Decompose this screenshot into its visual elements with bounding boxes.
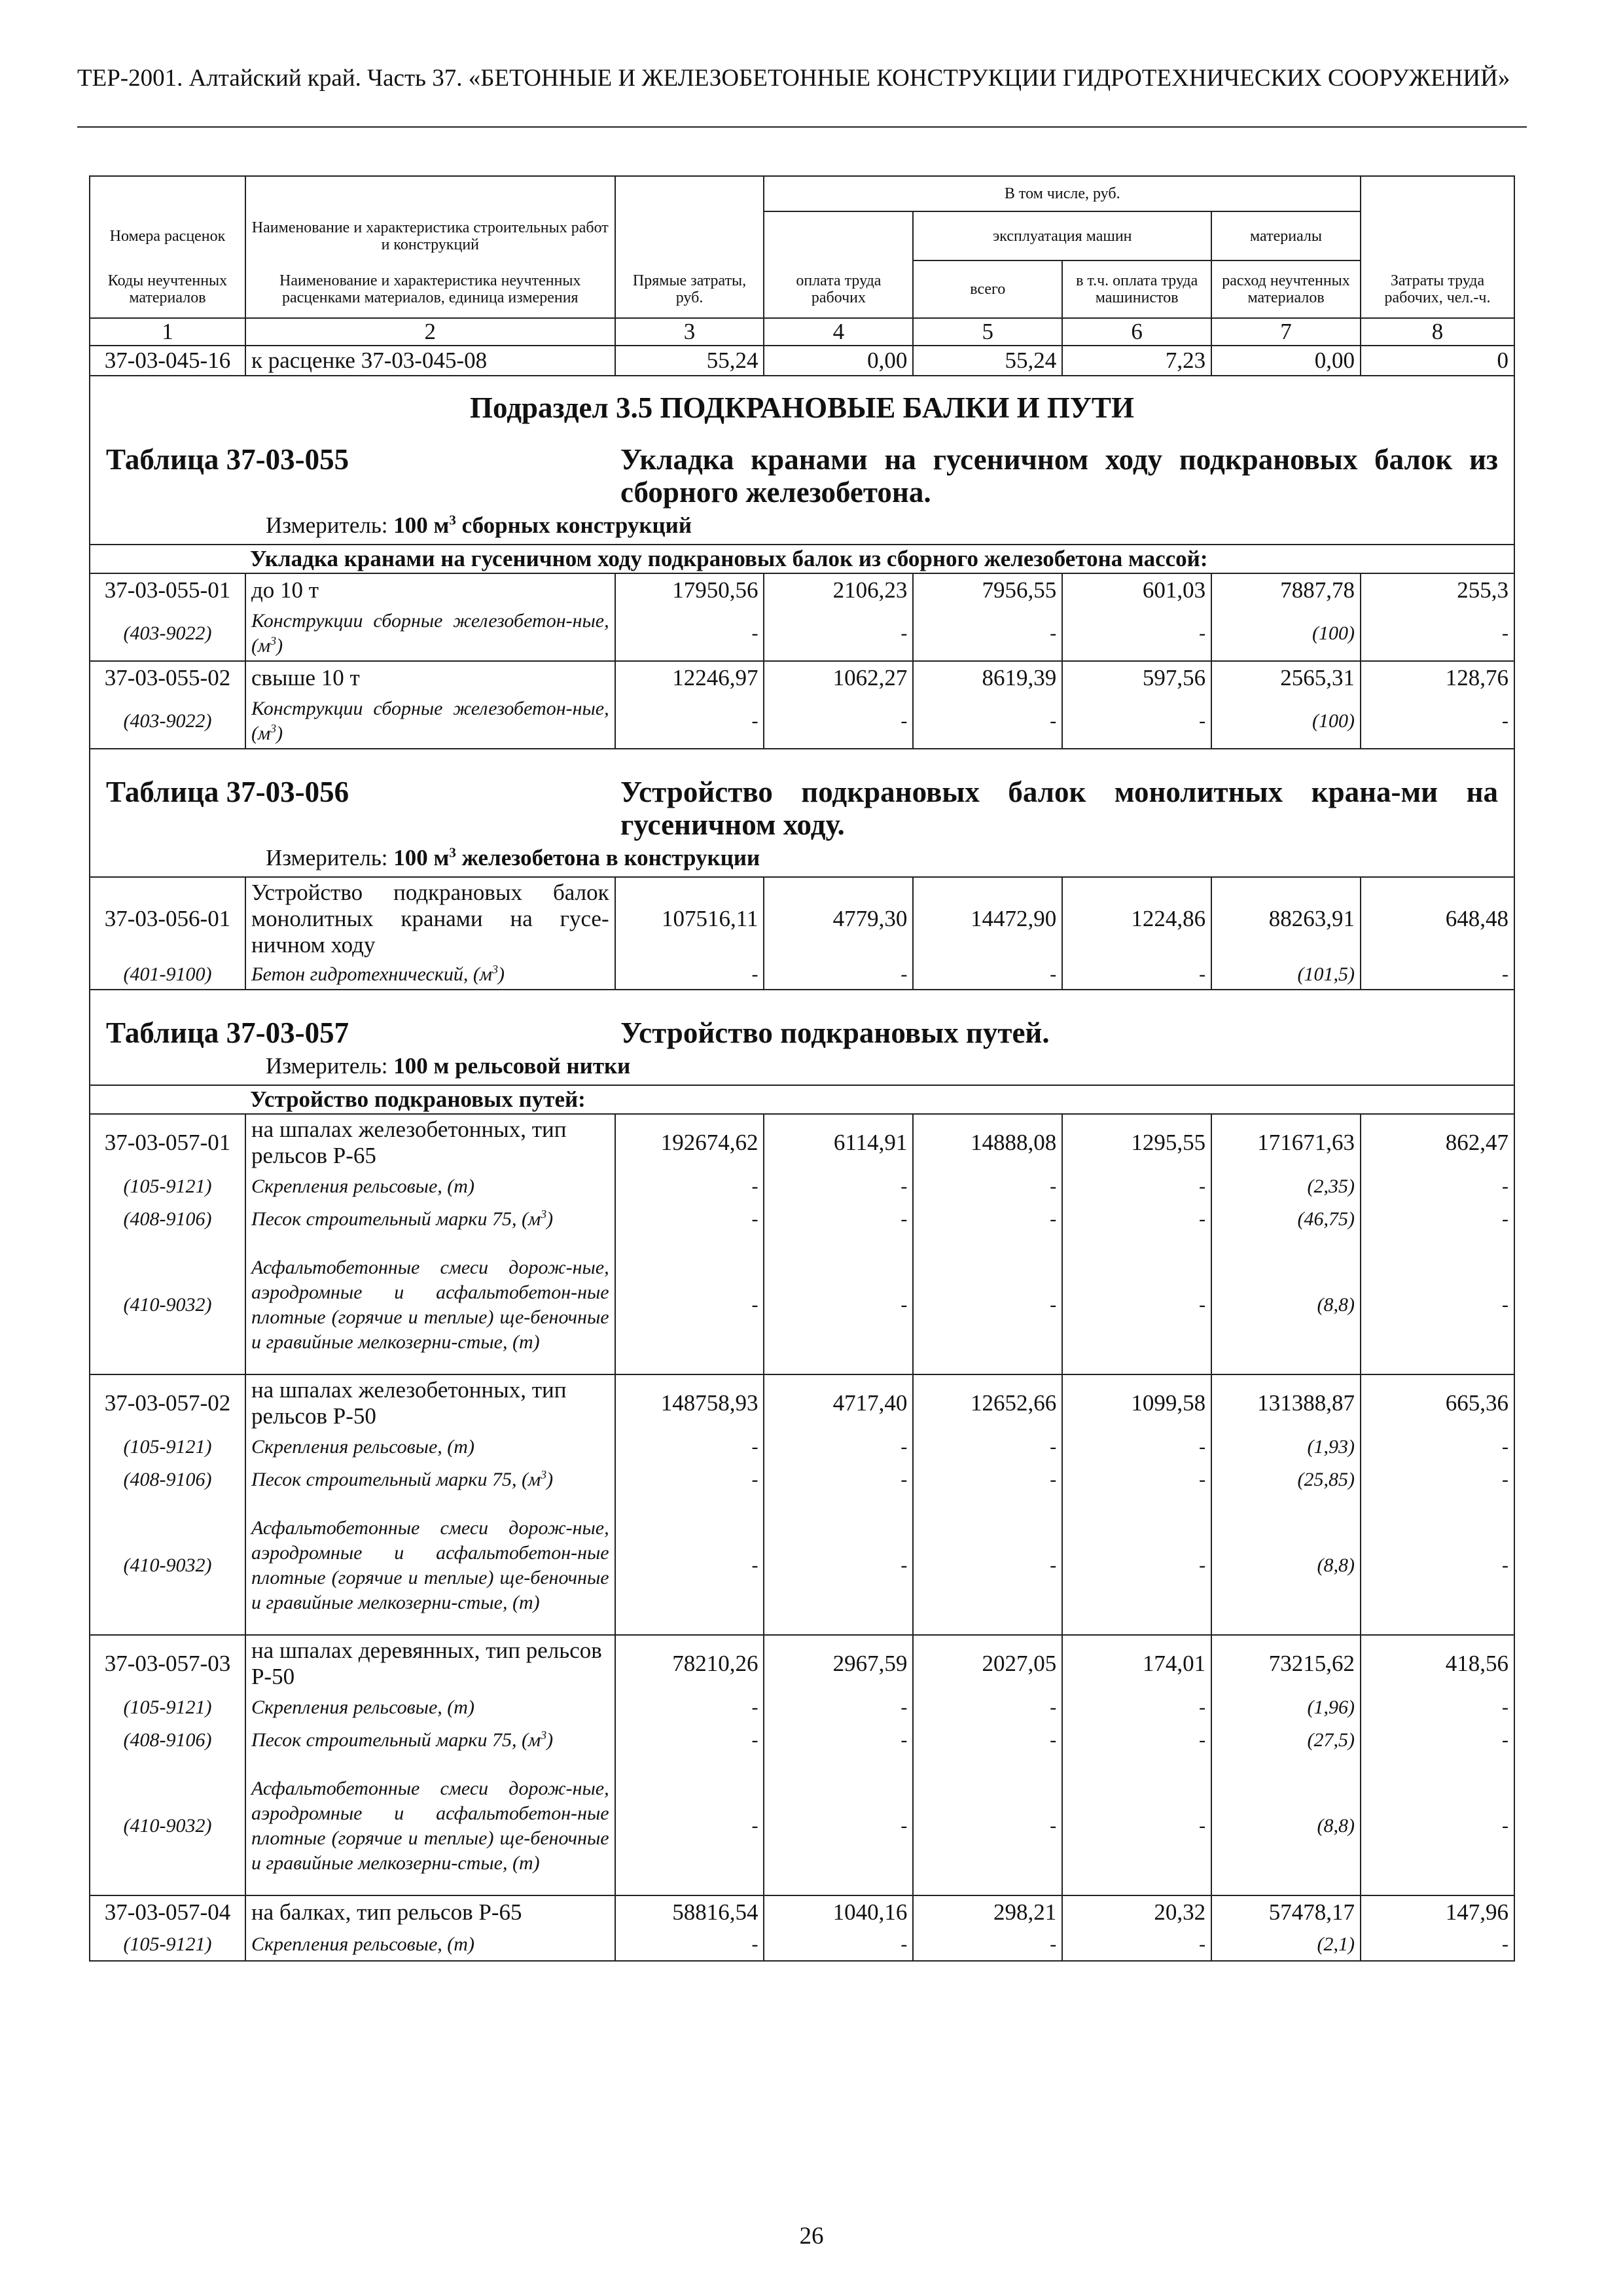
rate-code: 37-03-055-01 [90,573,245,606]
worker-pay-value: 4779,30 [764,877,913,960]
machines-total-value: 7956,55 [913,573,1062,606]
resource-value: - [1062,694,1211,749]
rate-code: 37-03-057-04 [90,1895,245,1928]
rates-table [89,175,1515,1962]
materials-value: 171671,63 [1211,1114,1361,1170]
rate-name: свыше 10 т [245,661,615,694]
labor-costs-value: 0 [1361,346,1514,376]
resource-value: - [913,1236,1062,1374]
resource-value: - [913,960,1062,990]
table-label: Таблица 37-03-057 [106,1016,349,1049]
resource-value: - [1361,1928,1514,1961]
machines-total-value: 14888,08 [913,1114,1062,1170]
table-title: Укладка кранами на гусеничном ходу подкрановых балок из сборного железобетона. [620,443,1498,509]
resource-code: (408-9106) [90,1463,245,1496]
materials-value: 57478,17 [1211,1895,1361,1928]
resource-value: - [1361,1496,1514,1635]
worker-pay-value: 4717,40 [764,1374,913,1431]
rate-code: 37-03-045-16 [90,346,245,376]
header-rate-numbers: Номера расценок [90,211,245,260]
resource-value: - [615,694,764,749]
resource-code: (401-9100) [90,960,245,990]
resource-value: - [764,606,913,661]
resource-value: - [764,1431,913,1463]
labor-costs-value: 128,76 [1361,661,1514,694]
machinist-pay-value: 1224,86 [1062,877,1211,960]
group-title: Укладка кранами на гусеничном ходу подкрановых балок из сборного железобетона массой: [90,545,1514,573]
direct-costs-value: 12246,97 [615,661,764,694]
resource-name: Песок строительный марки 75, $(м^3)$ [245,1463,615,1496]
resource-name: Асфальтобетонные смеси дорож-ные, аэродромные и асфальтобетон-ные плотные (горячие и теплые) ще-беночные и гравийные мелкозерни-стые, (т) [245,1757,615,1895]
resource-value: (27,5) [1211,1724,1361,1757]
resource-name: Конструкции сборные железобетон-ные, $(м^3)$ [245,694,615,749]
resource-value: (46,75) [1211,1203,1361,1236]
labor-costs-value: 862,47 [1361,1114,1514,1170]
table-label: Таблица 37-03-055 [106,443,349,476]
resource-value: - [764,960,913,990]
table-measure: Измеритель: 100 $м^3$ железобетона в конструкции [266,844,760,870]
table-measure: Измеритель: 100 $м^3$ сборных конструкций [266,512,692,538]
labor-costs-value: 418,56 [1361,1635,1514,1691]
resource-value: - [1062,1203,1211,1236]
rate-name: на шпалах железобетонных, тип рельсов Р-65 [245,1114,615,1170]
header-rule [77,126,1527,128]
direct-costs-value: 17950,56 [615,573,764,606]
rate-name: Устройство подкрановых балок монолитных кранами на гусе-ничном ходу [245,877,615,960]
resource-value: - [1062,1691,1211,1724]
materials-value: 2565,31 [1211,661,1361,694]
page-number: 26 [799,2223,824,2250]
resource-value: - [913,1496,1062,1635]
resource-value: - [764,1236,913,1374]
col-number: 4 [764,318,913,346]
resource-value: - [1361,1757,1514,1895]
header-direct-costs: Прямые затраты, руб. [615,260,764,318]
resource-value: (101,5) [1211,960,1361,990]
direct-costs-value: 107516,11 [615,877,764,960]
resource-name: Бетон гидротехнический, $(м^3)$ [245,960,615,990]
resource-value: (25,85) [1211,1463,1361,1496]
resource-value: - [1361,694,1514,749]
labor-costs-value: 648,48 [1361,877,1514,960]
resource-value: - [1062,1463,1211,1496]
table-title: Устройство подкрановых путей. [620,1016,1050,1049]
resource-value: - [1062,960,1211,990]
resource-value: - [615,1203,764,1236]
resource-value: - [1062,1431,1211,1463]
machinist-pay-value: 597,56 [1062,661,1211,694]
resource-name: Скрепления рельсовые, (т) [245,1170,615,1203]
materials-value: 7887,78 [1211,573,1361,606]
header-machine-exploitation: эксплуатация машин [913,211,1211,260]
resource-value: - [1361,1170,1514,1203]
resource-value: - [1361,606,1514,661]
resource-value: - [913,1691,1062,1724]
resource-value: - [615,960,764,990]
resource-code: (410-9032) [90,1757,245,1895]
header-worker-pay: оплата труда рабочих [764,260,913,318]
resource-value: (2,1) [1211,1928,1361,1961]
resource-name: Асфальтобетонные смеси дорож-ные, аэродромные и асфальтобетон-ные плотные (горячие и теплые) ще-беночные и гравийные мелкозерни-стые, (т) [245,1236,615,1374]
direct-costs-value: 78210,26 [615,1635,764,1691]
table-057-title-block [90,990,1514,1085]
labor-costs-value: 255,3 [1361,573,1514,606]
materials-value: 0,00 [1211,346,1361,376]
worker-pay-value: 1062,27 [764,661,913,694]
materials-value: 131388,87 [1211,1374,1361,1431]
col-number: 6 [1062,318,1211,346]
machines-total-value: 2027,05 [913,1635,1062,1691]
resource-value: - [615,1724,764,1757]
worker-pay-value: 0,00 [764,346,913,376]
resource-code: (403-9022) [90,694,245,749]
document-header: ТЕР-2001. Алтайский край. Часть 37. «БЕТОННЫЕ И ЖЕЛЕЗОБЕТОННЫЕ КОНСТРУКЦИИ ГИДРОТЕХНИЧЕСКИХ СООРУЖЕНИЙ» [77,65,1510,92]
resource-code: (105-9121) [90,1170,245,1203]
resource-name: Скрепления рельсовые, (т) [245,1431,615,1463]
resource-value: - [913,606,1062,661]
resource-value: - [1361,1431,1514,1463]
col-number: 7 [1211,318,1361,346]
resource-code: (105-9121) [90,1691,245,1724]
resource-code: (403-9022) [90,606,245,661]
worker-pay-value: 1040,16 [764,1895,913,1928]
machinist-pay-value: 174,01 [1062,1635,1211,1691]
subsection-title: Подраздел 3.5 ПОДКРАНОВЫЕ БАЛКИ И ПУТИ [470,391,1134,424]
resource-name: Скрепления рельсовые, (т) [245,1691,615,1724]
direct-costs-value: 148758,93 [615,1374,764,1431]
resource-value: - [615,1431,764,1463]
resource-value: - [913,1170,1062,1203]
resource-value: - [1361,960,1514,990]
machinist-pay-value: 1099,58 [1062,1374,1211,1431]
resource-code: (408-9106) [90,1724,245,1757]
worker-pay-value: 2106,23 [764,573,913,606]
materials-value: 73215,62 [1211,1635,1361,1691]
col-number: 3 [615,318,764,346]
header-codes-unaccounted: Коды неучтенных материалов [90,260,245,318]
machinist-pay-value: 20,32 [1062,1895,1211,1928]
rate-code: 37-03-057-02 [90,1374,245,1431]
machinist-pay-value: 601,03 [1062,573,1211,606]
header-total: всего [913,260,1062,318]
resource-value: - [1062,1928,1211,1961]
rate-code: 37-03-056-01 [90,877,245,960]
header-v-tom-chisle: В том числе, руб. [764,176,1361,211]
resource-value: (2,35) [1211,1170,1361,1203]
machinist-pay-value: 1295,55 [1062,1114,1211,1170]
resource-value: - [764,1691,913,1724]
resource-value: - [615,1691,764,1724]
header-materials: материалы [1211,211,1361,260]
resource-value: - [1361,1691,1514,1724]
resource-value: - [764,1757,913,1895]
resource-value: (1,96) [1211,1691,1361,1724]
resource-value: - [615,1496,764,1635]
resource-value: - [913,1431,1062,1463]
resource-code: (105-9121) [90,1928,245,1961]
resource-value: (100) [1211,694,1361,749]
header-labor-costs: Затраты труда рабочих, чел.-ч. [1361,260,1514,318]
worker-pay-value: 6114,91 [764,1114,913,1170]
labor-costs-value: 147,96 [1361,1895,1514,1928]
resource-value: - [913,1928,1062,1961]
resource-value: - [764,1203,913,1236]
resource-value: - [764,1496,913,1635]
header-work-name: Наименование и характеристика строительных работ и конструкций [245,211,615,260]
resource-value: (8,8) [1211,1757,1361,1895]
resource-value: - [1062,1757,1211,1895]
table-056-title-block [90,749,1514,877]
resource-value: - [1361,1236,1514,1374]
resource-name: Конструкции сборные железобетон-ные, $(м^3)$ [245,606,615,661]
machines-total-value: 55,24 [913,346,1062,376]
resource-value: - [913,1463,1062,1496]
labor-costs-value: 665,36 [1361,1374,1514,1431]
resource-name: Песок строительный марки 75, $(м^3)$ [245,1203,615,1236]
direct-costs-value: 55,24 [615,346,764,376]
resource-value: - [1062,606,1211,661]
machinist-pay-value: 7,23 [1062,346,1211,376]
group-title: Устройство подкрановых путей: [90,1085,1514,1114]
resource-name: Песок строительный марки 75, $(м^3)$ [245,1724,615,1757]
table-055-title-block [90,376,1514,545]
resource-code: (410-9032) [90,1236,245,1374]
header-unaccounted-consumption: расход неучтенных материалов [1211,260,1361,318]
worker-pay-value: 2967,59 [764,1635,913,1691]
materials-value: 88263,91 [1211,877,1361,960]
resource-value: - [1361,1724,1514,1757]
col-number: 8 [1361,318,1514,346]
col-number: 1 [90,318,245,346]
col-number: 5 [913,318,1062,346]
direct-costs-value: 192674,62 [615,1114,764,1170]
resource-value: - [615,1928,764,1961]
rate-name: на шпалах железобетонных, тип рельсов Р-50 [245,1374,615,1431]
resource-value: - [615,1757,764,1895]
resource-value: - [1361,1203,1514,1236]
rate-name: до 10 т [245,573,615,606]
rate-name: на шпалах деревянных, тип рельсов Р-50 [245,1635,615,1691]
resource-value: - [1361,1463,1514,1496]
resource-value: - [1062,1236,1211,1374]
machines-total-value: 298,21 [913,1895,1062,1928]
machines-total-value: 12652,66 [913,1374,1062,1431]
resource-name: Скрепления рельсовые, (т) [245,1928,615,1961]
resource-value: - [764,1928,913,1961]
resource-code: (410-9032) [90,1496,245,1635]
machines-total-value: 14472,90 [913,877,1062,960]
resource-value: (1,93) [1211,1431,1361,1463]
resource-value: - [764,1170,913,1203]
table-measure: Измеритель: 100 м рельсовой нитки [266,1053,631,1079]
resource-name: Асфальтобетонные смеси дорож-ные, аэродромные и асфальтобетон-ные плотные (горячие и теплые) ще-беночные и гравийные мелкозерни-стые, (т) [245,1496,615,1635]
resource-value: - [913,1203,1062,1236]
rate-code: 37-03-055-02 [90,661,245,694]
resource-value: (8,8) [1211,1236,1361,1374]
resource-value: - [615,1170,764,1203]
rate-name: на балках, тип рельсов Р-65 [245,1895,615,1928]
header-unaccounted-name: Наименование и характеристика неучтенных расценками материалов, единица измерения [245,260,615,318]
resource-value: - [615,1236,764,1374]
resource-value: - [615,606,764,661]
resource-value: - [764,1463,913,1496]
table-label: Таблица 37-03-056 [106,776,349,808]
resource-value: - [764,694,913,749]
header-incl-machinist-pay: в т.ч. оплата труда машинистов [1062,260,1211,318]
table-title: Устройство подкрановых балок монолитных крана-ми на гусеничном ходу. [620,776,1498,841]
resource-value: (8,8) [1211,1496,1361,1635]
machines-total-value: 8619,39 [913,661,1062,694]
resource-value: - [1062,1496,1211,1635]
rate-name: к расценке 37-03-045-08 [245,346,615,376]
resource-code: (105-9121) [90,1431,245,1463]
resource-code: (408-9106) [90,1203,245,1236]
resource-value: - [1062,1170,1211,1203]
col-number: 2 [245,318,615,346]
resource-value: - [764,1724,913,1757]
resource-value: - [913,1757,1062,1895]
resource-value: - [913,694,1062,749]
resource-value: - [913,1724,1062,1757]
resource-value: - [1062,1724,1211,1757]
resource-value: - [615,1463,764,1496]
rate-code: 37-03-057-01 [90,1114,245,1170]
rate-code: 37-03-057-03 [90,1635,245,1691]
resource-value: (100) [1211,606,1361,661]
direct-costs-value: 58816,54 [615,1895,764,1928]
